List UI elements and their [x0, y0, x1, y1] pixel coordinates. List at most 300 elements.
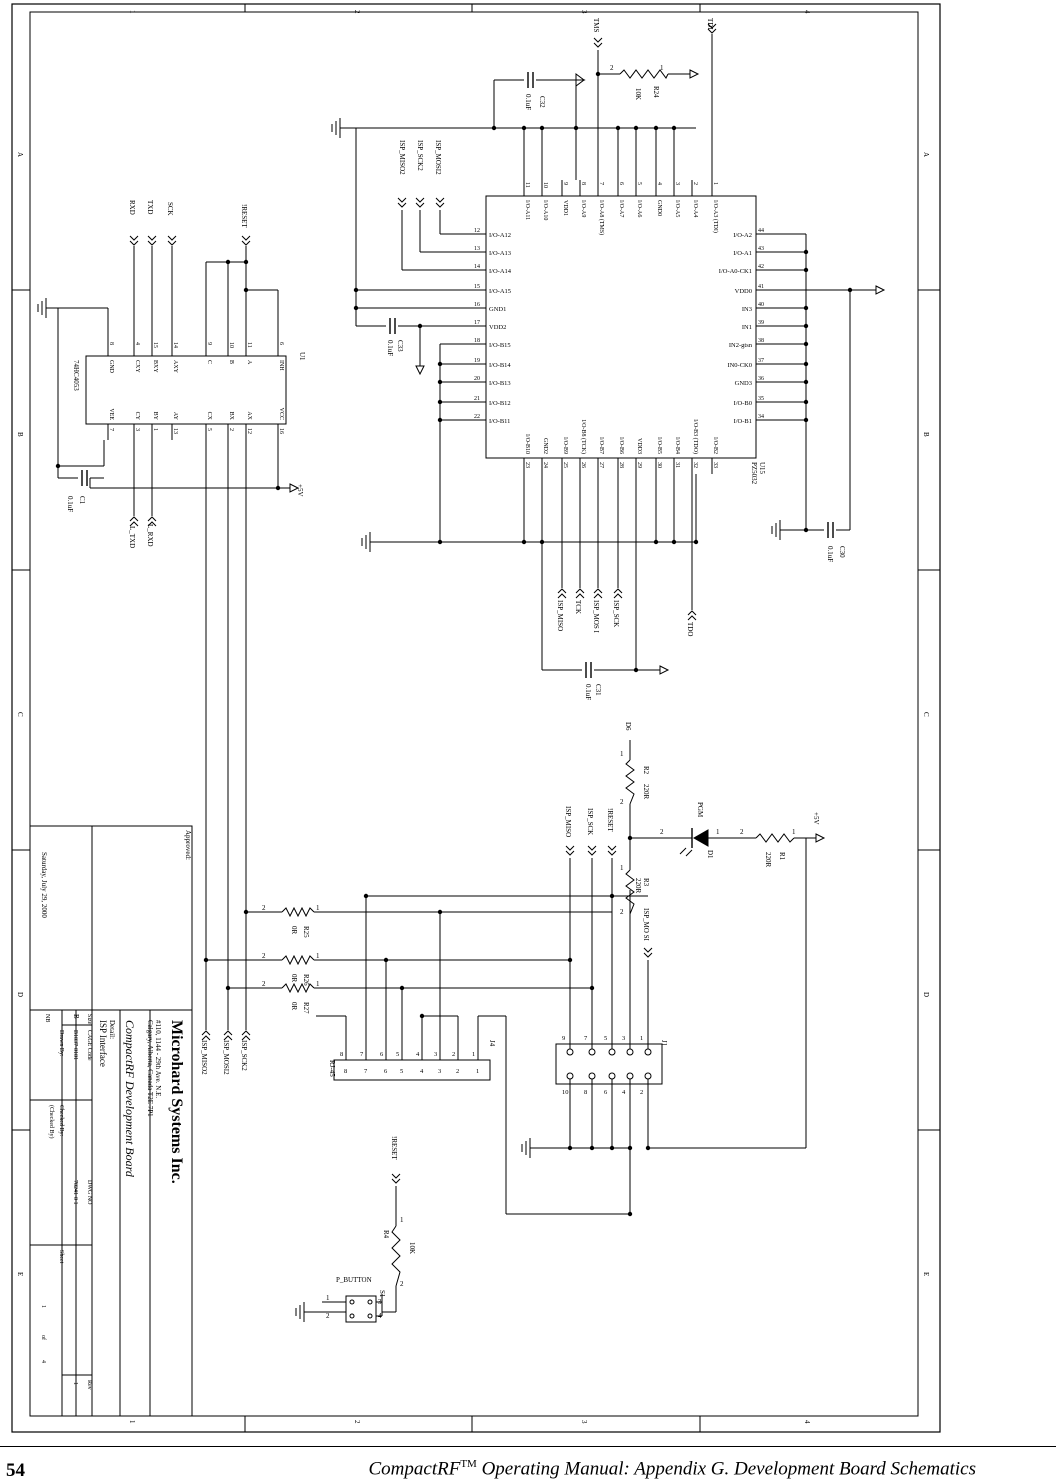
r26-symbol [282, 956, 314, 964]
u1-pin-num-4: 4 [134, 342, 140, 345]
j1-header [556, 1030, 668, 1096]
isp-mosi-connector [594, 589, 602, 598]
u1-pin-name-2: BX [228, 411, 234, 420]
j4-pin-7: 7 [364, 1068, 368, 1075]
isp-sck-j1-connector [588, 846, 596, 855]
gnd-u1 [38, 298, 58, 318]
isp-sck2-bottom-connector [242, 1031, 250, 1040]
r27-pin2: 2 [262, 980, 266, 988]
junction-dot [384, 958, 388, 962]
isp-sck-connector [614, 589, 622, 598]
net-isp-miso2-bottom: ISP_MISO2 [200, 1040, 208, 1075]
gnd-right [772, 520, 780, 540]
u15-pin-name-44: I/O-A2 [733, 232, 752, 239]
outer-border [12, 4, 940, 1432]
u1-pin-num-8: 8 [108, 342, 114, 345]
vdd-arrow-r24 [690, 70, 698, 78]
u15-top-pins [524, 180, 719, 235]
junction-dot [226, 986, 230, 990]
junction-dot [646, 1146, 650, 1150]
u15-pin-name-37: IN0-CK0 [727, 362, 752, 369]
u15-pin-name-10: I/O-A10 [542, 200, 548, 221]
u1-pin-num-13: 13 [172, 428, 178, 434]
junction-dot [438, 400, 442, 404]
junction-dot [804, 380, 808, 384]
r1-value: 220R [764, 852, 772, 868]
junction-dot [522, 540, 526, 544]
junction-dot [438, 910, 442, 914]
u15-pin-name-23: I/O-B10 [524, 434, 530, 454]
net-txd: TXD [146, 200, 154, 215]
u15-pin-num-38: 38 [758, 338, 764, 344]
isp-miso2-bottom-connector [202, 1031, 210, 1040]
sheet-total: 4 [40, 1360, 46, 1363]
junction-dot [590, 1146, 594, 1150]
checked-label: Checked By: [58, 1105, 64, 1137]
row-label-a: A [16, 152, 24, 158]
gnd-top [332, 118, 340, 138]
r24-pin1: 1 [660, 64, 664, 72]
r4-symbol [392, 1226, 400, 1286]
u15-pin-name-29: VDD3 [636, 438, 642, 454]
u15-pin-name-2: I/O-A4 [692, 200, 698, 218]
u1-pin-num-1: 1 [152, 428, 158, 431]
r4-pin2: 2 [400, 1280, 404, 1288]
net-reset-button: !RESET [390, 1136, 398, 1160]
row-label-d: D [16, 992, 24, 998]
u1-pin-name-11: A [246, 360, 252, 365]
footer-title-main: CompactRF [368, 1458, 461, 1480]
junction-dot [848, 288, 852, 292]
c33-value: 0.1uF [386, 340, 394, 357]
r25-value: 0R [290, 926, 298, 935]
r25-pin1: 1 [316, 904, 320, 912]
r3-pin1: 1 [620, 864, 624, 872]
u15-pin-num-12: 12 [474, 228, 480, 234]
u15-pin-name-38: IN2-gtsn [728, 342, 752, 349]
sck-connector [168, 236, 176, 245]
junction-dot [568, 958, 572, 962]
u1-pin-num-11: 11 [246, 342, 252, 348]
u15-pin-name-1: I/O-A3 (TDI) [712, 200, 718, 233]
c31-value: 0.1uF [584, 684, 592, 701]
drawn-value: NB [44, 1014, 50, 1023]
dwg-label: DWG NO [86, 1180, 92, 1205]
r25-symbol [282, 908, 314, 916]
net-isp-sck: ISP_SCK [612, 600, 620, 628]
s1-pushbutton [322, 1296, 382, 1322]
u15-pin-num-43: 43 [758, 246, 764, 252]
u15-pin-num-7: 7 [598, 182, 604, 185]
txd-connector [148, 236, 156, 245]
u1-pin-num-9: 9 [206, 342, 212, 345]
s1-pin3: 3 [378, 1298, 382, 1306]
junction-dot [418, 324, 422, 328]
u15-chip [470, 180, 772, 485]
junction-dot [672, 126, 676, 130]
u15-pin-name-11: I/O-A11 [524, 200, 530, 221]
u15-pin-num-32: 32 [692, 462, 698, 468]
u1-pin-name-14: AXY [172, 360, 178, 373]
junction-dot [804, 324, 808, 328]
junction-dot [610, 1146, 614, 1150]
c1-symbol [82, 470, 87, 486]
u1-pin-name-10: B [228, 360, 234, 365]
resistor-symbols [282, 70, 794, 1286]
reset-connector-u1 [242, 236, 250, 245]
j4-part: RJ-45 [328, 1060, 336, 1077]
u1-pin-num-12: 12 [246, 428, 252, 434]
page-number: 54 [6, 1460, 25, 1481]
isp-sck2-connector [416, 198, 424, 207]
rev-label: Rev [86, 1380, 92, 1390]
u1-pin-num-2: 2 [228, 428, 234, 431]
footer-title [369, 1458, 977, 1480]
u15-pin-name-20: I/O-B13 [489, 380, 511, 387]
u1-pin-num-7: 7 [108, 428, 114, 431]
u15-pin-num-44: 44 [758, 228, 764, 234]
u15-pin-num-8: 8 [580, 182, 586, 185]
u15-pin-name-31: I/O-B4 [674, 437, 680, 454]
r2-ref: R2 [642, 766, 650, 775]
junction-dot [438, 380, 442, 384]
u15-pin-name-21: I/O-B12 [489, 400, 511, 407]
u15-pin-name-4: GND0 [656, 200, 662, 216]
r24-value: 10K [634, 88, 642, 101]
junction-dot [590, 986, 594, 990]
net-isp-mosi2-top: ISP_MOSI2 [434, 140, 442, 175]
j4-ref: J4 [488, 1040, 496, 1047]
u15-pin-num-23: 23 [524, 462, 530, 468]
drawn-label: Drawn By: [58, 1030, 64, 1057]
plus5v-arrow-r1 [816, 834, 824, 842]
u15-pin-num-26: 26 [580, 462, 586, 468]
junction-dot [226, 260, 230, 264]
c30-symbol [828, 522, 833, 538]
r4-pin1: 1 [400, 1216, 404, 1224]
u1-pin-num-15: 15 [152, 342, 158, 348]
junction-dot [654, 540, 658, 544]
junction-dot [804, 250, 808, 254]
junction-dot [522, 126, 526, 130]
row-label-b-r: B [922, 432, 930, 437]
u15-pin-name-28: I/O-B6 [618, 437, 624, 454]
vdd-arrow-c31 [660, 666, 668, 674]
u15-pin-num-35: 35 [758, 396, 764, 402]
col-label-4: 4 [803, 10, 811, 14]
j4-pin-top-5: 5 [396, 1051, 400, 1058]
c31-symbol [586, 662, 591, 678]
j1-pin-7: 7 [584, 1035, 588, 1042]
u15-pin-name-9: VDD1 [562, 200, 568, 216]
inner-border [30, 12, 918, 1416]
junction-dot [438, 418, 442, 422]
row-label-d-r: D [922, 992, 930, 998]
j1-ref: J1 [660, 1040, 668, 1047]
tck-connector [576, 589, 584, 598]
junction-dot [804, 400, 808, 404]
checked-value: (Checked By) [48, 1105, 54, 1139]
u1-body [86, 356, 286, 424]
u1-pin-num-10: 10 [228, 342, 234, 348]
u15-pin-num-30: 30 [656, 462, 662, 468]
junction-dot [634, 668, 638, 672]
junction-dot [672, 540, 676, 544]
u15-pin-num-34: 34 [758, 414, 764, 420]
u15-pin-num-22: 22 [474, 414, 480, 420]
u15-part: PZ5032 [750, 462, 758, 485]
r27-ref: R27 [302, 1002, 310, 1014]
s1-ref: S1 [378, 1290, 386, 1298]
junction-dot [540, 540, 544, 544]
j1-pin-9: 9 [562, 1035, 566, 1042]
net-isp-sck2-bottom: ISP_SCK2 [240, 1040, 248, 1071]
c30-ref: C30 [838, 546, 846, 558]
junction-dot [628, 1146, 632, 1150]
net-reset-u1: !RESET [240, 204, 248, 228]
u15-right-pins [719, 228, 772, 425]
u1-pin-name-4: CXY [134, 360, 140, 373]
net-label-arrows [130, 24, 716, 1183]
row-label-e: E [16, 1272, 24, 1277]
u1-pin-num-6: 6 [278, 342, 284, 345]
u15-pin-name-18: I/O-B15 [489, 342, 511, 349]
junction-dot [56, 464, 60, 468]
col-label-3b: 3 [580, 1420, 588, 1424]
footer-title-rest: Operating Manual: Appendix G. Development Board Schematics [476, 1458, 976, 1480]
r25-ref: R25 [302, 926, 310, 938]
d1-ref: D1 [706, 850, 714, 859]
junction-dot [244, 260, 248, 264]
junction-dot [804, 362, 808, 366]
board-name: CompactRF Development Board [123, 1020, 137, 1177]
r24-pin2: 2 [610, 64, 614, 72]
j1-pin-10: 10 [562, 1089, 569, 1096]
junction-dot [438, 362, 442, 366]
footer-rule [0, 1446, 1056, 1447]
row-label-c: C [16, 712, 24, 717]
j4-pin-3: 3 [438, 1068, 442, 1075]
junction-dot [354, 288, 358, 292]
u15-pin-num-5: 5 [636, 182, 642, 185]
u15-pin-num-17: 17 [474, 320, 480, 326]
r2-pin1: 1 [620, 750, 624, 758]
net-tms: TMS [592, 18, 600, 33]
j4-pin-top-3: 3 [434, 1051, 438, 1058]
j1-pin-4: 4 [622, 1089, 626, 1096]
j1-pin-5: 5 [604, 1035, 608, 1042]
j4-rj45 [328, 1016, 496, 1080]
r3-value: 220R [634, 878, 642, 894]
r27-pin1: 1 [316, 980, 320, 988]
rxd-connector [130, 236, 138, 245]
u15-pin-name-22: I/O-B11 [489, 418, 511, 425]
u1-pin-num-3: 3 [134, 428, 140, 431]
u15-pin-num-41: 41 [758, 284, 764, 290]
u1-pin-name-16: VCC [278, 407, 284, 420]
j1-pin-3: 3 [622, 1035, 626, 1042]
u15-pin-num-21: 21 [474, 396, 480, 402]
net-isp-sck2-top: ISP_SCK2 [416, 140, 424, 171]
c32-symbol [528, 72, 533, 88]
u15-pin-num-39: 39 [758, 320, 764, 326]
junction-dot [540, 126, 544, 130]
row-label-b: B [16, 432, 24, 437]
j4-pin-2: 2 [456, 1068, 460, 1075]
junction-dot [574, 126, 578, 130]
junction-dot [804, 418, 808, 422]
u15-pin-num-24: 24 [542, 462, 548, 468]
net-isp-sck-j1: ISP_SCK [586, 808, 594, 836]
isp-miso-connector [558, 589, 566, 598]
u15-pin-name-36: GND3 [734, 380, 752, 387]
u15-pin-name-16: GND1 [489, 306, 507, 313]
u15-bottom-pins [524, 419, 718, 474]
u15-pin-name-40: IN3 [741, 306, 752, 313]
u15-pin-name-14: I/O-A14 [489, 268, 512, 275]
col-label-1b: 1 [128, 1420, 136, 1424]
r3-ref: R3 [642, 878, 650, 887]
vdd-arrow-c33 [416, 366, 424, 374]
company-address1: #110, 1144 - 29th Ave. N.E. [154, 1020, 162, 1099]
net-tck: TCK [574, 600, 582, 614]
u1-pin-name-1: BY [152, 411, 158, 420]
junction-dot [276, 486, 280, 490]
u1-pin-name-12: AX [246, 411, 252, 420]
u15-pin-num-31: 31 [674, 462, 680, 468]
j4-pin-top-6: 6 [380, 1051, 384, 1058]
u15-body [486, 196, 756, 458]
tdo-connector [688, 611, 696, 620]
isp-mosi2-bottom-connector [224, 1031, 232, 1040]
junction-dot [694, 540, 698, 544]
u15-pin-num-29: 29 [636, 462, 642, 468]
r24-ref: R24 [652, 86, 660, 98]
net-l-rxd: L_RXD [146, 524, 154, 547]
junction-dot [616, 126, 620, 130]
u15-pin-num-1: 1 [712, 182, 718, 185]
junction-dot [204, 958, 208, 962]
c1-value: 0.1uF [66, 496, 74, 513]
u1-pin-num-5: 5 [206, 428, 212, 431]
company-address2: Calgary, Alberta, Canada T2E 7P1 [146, 1020, 154, 1117]
u15-pin-num-13: 13 [474, 246, 480, 252]
gnd-bottom [362, 532, 370, 552]
sheet-value: 1 [40, 1305, 46, 1308]
s1-pin2: 2 [326, 1312, 330, 1320]
u15-pin-num-9: 9 [562, 182, 568, 185]
u1-pin-name-13: AY [172, 411, 178, 420]
col-label-3: 3 [580, 10, 588, 14]
r26-pin2: 2 [262, 952, 266, 960]
j4-pin-6: 6 [384, 1068, 388, 1075]
r1-pin2: 2 [740, 828, 744, 836]
junction-dot [654, 126, 658, 130]
ground-symbols [38, 118, 780, 1322]
u15-pin-num-2: 2 [692, 182, 698, 185]
u15-left-pins [470, 228, 512, 425]
u1-pin-num-14: 14 [172, 342, 178, 348]
u15-pin-num-14: 14 [474, 264, 480, 270]
junction-dot [804, 268, 808, 272]
u15-pin-name-41: VDD0 [734, 288, 752, 295]
d6-ref: D6 [624, 722, 632, 731]
page-footer [0, 1446, 1056, 1484]
u1-pin-name-5: CX [206, 411, 212, 420]
junction-dot [492, 126, 496, 130]
u1-pin-num-16: 16 [278, 428, 284, 434]
junction-dot [804, 306, 808, 310]
r27-value: 0R [290, 1002, 298, 1011]
u15-pin-num-18: 18 [474, 338, 480, 344]
u15-pin-name-6: I/O-A7 [618, 200, 624, 218]
u15-pin-name-12: I/O-A12 [489, 232, 512, 239]
isp-miso2-connector [398, 198, 406, 207]
col-label-2: 2 [353, 10, 361, 14]
sheet-label: Sheet [58, 1250, 64, 1264]
r25-pin2: 2 [262, 904, 266, 912]
size-value: B [72, 1014, 80, 1019]
j4-pin-5: 5 [400, 1068, 404, 1075]
junction-dot [354, 306, 358, 310]
u15-pin-num-10: 10 [542, 182, 548, 188]
date-value: Saturday, July 29, 2000 [40, 852, 48, 918]
j4-pin-1: 1 [476, 1068, 480, 1075]
j4-pin-top-2: 2 [452, 1051, 456, 1058]
r1-ref: R1 [778, 852, 786, 861]
u1-top-pins [108, 340, 284, 374]
u15-pin-num-19: 19 [474, 358, 480, 364]
junction-dot [610, 894, 614, 898]
u15-pin-name-3: I/O-A5 [674, 200, 680, 218]
net-reset-j1: !RESET [606, 808, 614, 832]
u15-ref: U15 [758, 462, 766, 475]
j1-pin-1: 1 [640, 1035, 644, 1042]
col-label-2b: 2 [353, 1420, 361, 1424]
r26-ref: R26 [302, 974, 310, 986]
junction-dot [804, 528, 808, 532]
junction-dot [364, 894, 368, 898]
net-isp-miso-j1: ISP_MISO [564, 806, 572, 838]
vdd-arrow-right [876, 286, 884, 294]
r2-value: 220R [642, 784, 650, 800]
u15-pin-name-5: I/O-A6 [636, 200, 642, 218]
size-label: Size [86, 1014, 92, 1025]
net-isp-mosi-j1: ISP_MO SI [642, 908, 650, 941]
j4-pin-4: 4 [420, 1068, 424, 1075]
net-l-txd: L_TXD [128, 526, 136, 549]
isp-mosi2-connector [436, 198, 444, 207]
u15-pin-name-33: I/O-B2 [712, 437, 718, 454]
plus5v-label-u1: +5V [296, 484, 304, 497]
detail-value: ISP Interface [98, 1020, 108, 1067]
s1-value: P_BUTTON [336, 1276, 372, 1284]
u1-pin-name-8: GND [108, 360, 114, 373]
c31-ref: C31 [594, 684, 602, 696]
u15-pin-name-26: I/O-B8 (TCK) [580, 419, 586, 454]
l-txd-connector [130, 517, 138, 526]
j1-pin-8: 8 [584, 1089, 588, 1096]
u15-pin-name-30: I/O-B5 [656, 437, 662, 454]
u15-pin-name-35: I/O-B0 [733, 400, 752, 407]
d1-pin2: 2 [660, 828, 664, 836]
r4-value: 10K [408, 1242, 416, 1255]
s1-pin4: 4 [378, 1312, 382, 1320]
net-rxd: RXD [128, 200, 136, 215]
u15-pin-num-4: 4 [656, 182, 662, 185]
s1-pin1: 1 [326, 1294, 330, 1302]
u1-pin-name-15: BXY [152, 360, 158, 373]
